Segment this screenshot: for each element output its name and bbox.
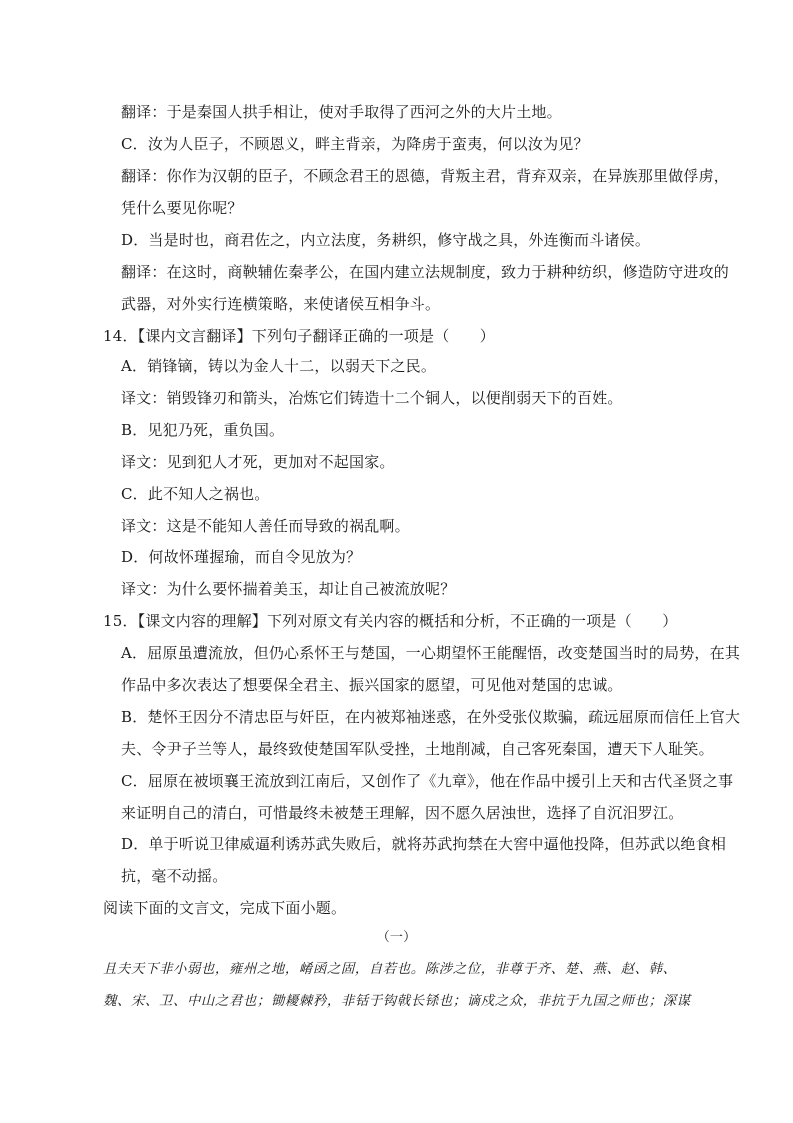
q14-d-translation: 译文：为什么要怀揣着美玉，却让自己被流放呢？ bbox=[121, 580, 456, 598]
q15-a-line2: 作品中多次表达了想要保全君主、振兴国家的愿望，可见他对楚国的忠诚。 bbox=[121, 676, 623, 694]
q13-c-translation-line1: 翻译：你作为汉朝的臣子，不顾念君王的恩德，背叛主君，背弃双亲，在异族那里做俘虏， bbox=[121, 167, 730, 185]
q14-b-translation: 译文：见到犯人才死，更加对不起国家。 bbox=[121, 453, 395, 471]
q15-stem: 15．【课文内容的理解】下列对原文有关内容的概括和分析，不正确的一项是（ ） bbox=[103, 612, 678, 630]
q13-d-translation-line1: 翻译：在这时，商鞅辅佐秦孝公，在国内建立法规制度，致力于耕种纺织，修造防守进攻的 bbox=[121, 263, 730, 281]
reading-instruction: 阅读下面的文言文，完成下面小题。 bbox=[103, 899, 347, 917]
q13-c-option: C．汝为人臣子，不顾恩义，畔主背亲，为降虏于蛮夷，何以汝为见？ bbox=[121, 135, 589, 153]
q13-d-option: D．当是时也，商君佐之，内立法度，务耕织，修守战之具，外连衡而斗诸侯。 bbox=[121, 231, 651, 249]
q15-d-line1: D．单于听说卫律威逼利诱苏武失败后，就将苏武拘禁在大窖中逼他投降，但苏武以绝食相 bbox=[121, 835, 727, 853]
q15-d-line2: 抗，毫不动摇。 bbox=[121, 867, 228, 885]
q15-c-line1: C．屈原在被顷襄王流放到江南后，又创作了《九章》，他在作品中援引上天和古代圣贤之事 bbox=[121, 772, 734, 790]
q13-d-translation-line2: 武器，对外实行连横策略，来使诸侯互相争斗。 bbox=[121, 295, 441, 313]
q15-c-line2: 来证明自己的清白，可惜最终未被楚王理解，因不愿久居浊世，选择了自沉汨罗江。 bbox=[121, 804, 684, 822]
q13-b-translation: 翻译：于是秦国人拱手相让，使对手取得了西河之外的大片土地。 bbox=[121, 103, 562, 121]
classical-text-line1: 且夫天下非小弱也，雍州之地，崤函之固，自若也。陈涉之位，非尊于齐、楚、燕、赵、韩、 bbox=[103, 962, 677, 977]
q15-a-line1: A．屈原虽遭流放，但仍心系怀王与楚国，一心期望怀王能醒悟，改变楚国当时的局势，在其 bbox=[121, 644, 741, 662]
q14-d-option: D．何故怀瑾握瑜，而自令见放为？ bbox=[121, 548, 362, 566]
q15-b-line1: B．楚怀王因分不清忠臣与奸臣，在内被郑袖迷惑，在外受张仪欺骗，疏远屈原而信任上官大 bbox=[121, 708, 741, 726]
q14-stem: 14．【课内文言翻译】下列句子翻译正确的一项是（ ） bbox=[103, 327, 495, 345]
section-label: （一） bbox=[376, 930, 417, 945]
q14-b-option: B．见犯乃死，重负国。 bbox=[121, 421, 285, 439]
q14-a-option: A．销锋镝，铸以为金人十二，以弱天下之民。 bbox=[121, 357, 437, 375]
classical-text-line2: 魏、宋、卫、中山之君也；锄耰棘矜，非铦于钩戟长铩也；谪戍之众，非抗于九国之师也；深谋 bbox=[103, 994, 691, 1009]
q15-b-line2: 夫、令尹子兰等人，最终致使楚国军队受挫，土地削减，自己客死秦国，遭天下人耻笑。 bbox=[121, 740, 714, 758]
q14-c-translation: 译文：这是不能知人善任而导致的祸乱啊。 bbox=[121, 517, 410, 535]
q14-a-translation: 译文：销毁锋刃和箭头，冶炼它们铸造十二个铜人，以便削弱天下的百姓。 bbox=[121, 389, 623, 407]
q14-c-option: C．此不知人之祸也。 bbox=[121, 485, 270, 503]
q13-c-translation-line2: 凭什么要见你呢？ bbox=[121, 199, 243, 217]
